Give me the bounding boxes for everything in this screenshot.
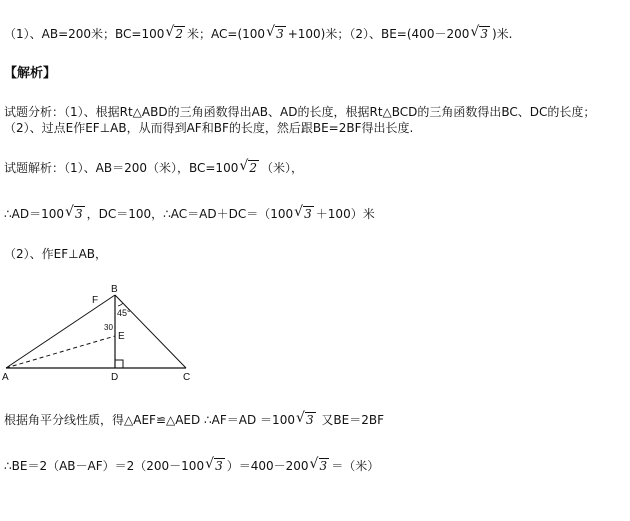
label-A: A (2, 372, 9, 383)
label-B: B (111, 284, 118, 295)
sqrt-3-f: √ 3 (205, 458, 225, 474)
label-C: C (183, 372, 191, 383)
geometry-figure (0, 280, 200, 390)
answer-part-1: （1）、AB=200米；BC=100 (4, 27, 165, 41)
solution-line-4: ∴BE＝2（AB－AF）＝2（200－100√ 3 ）＝400－200√ 3 ＝（米） (4, 458, 379, 474)
sqrt-3-g: √ 3 (310, 458, 330, 474)
answer-part-4: )米. (492, 27, 513, 41)
solution-line-3: 根据角平分线性质，得△AEF≌△AED ∴AF＝AD ＝100√ 3 又BE＝2BF (4, 412, 384, 428)
sqrt-3-e: √ 3 (296, 412, 316, 428)
sqrt-3-c: √ 3 (65, 206, 85, 222)
right-angle-mark (115, 360, 123, 368)
sqrt-2-a: √ 2 (165, 26, 185, 42)
sqrt-2-b: √ 2 (239, 160, 259, 176)
label-F: F (92, 295, 99, 306)
part2-line: （2）、作EF⊥AB， (4, 247, 108, 261)
solution-line-1: 试题解析：（1）、AB＝200（米），BC=100√ 2 （米）， (4, 160, 303, 176)
sqrt-3-a: √ 3 (266, 26, 286, 42)
label-E: E (118, 331, 125, 342)
line-BC (115, 295, 186, 368)
jiexi-heading: 【解析】 (4, 66, 57, 81)
line-AB (6, 295, 115, 368)
label-D: D (111, 372, 119, 383)
answer-line (4, 26, 513, 42)
analysis-paragraph: 试题分析：（1）、根据Rt△ABD的三角函数得出AB、AD的长度，根据Rt△BCD的三角函数得出BC、DC的长度；（2）、过点E作EF⊥AB，从而得到AF和BF的长度，然后跟BE=2BF得出长度. (4, 105, 596, 135)
sqrt-3-b: √ 3 (470, 26, 490, 42)
solution-line-2: ∴AD＝100√ 3 ，DC＝100，∴AC＝AD＋DC＝（100√ 3 ＋100）米 (4, 206, 375, 222)
angle-label-45: 45° (117, 308, 131, 318)
angle-label-30: 30 (104, 323, 113, 332)
sqrt-3-d: √ 3 (294, 206, 314, 222)
answer-part-3: +100)米；（2）、BE=(400－200 (287, 27, 470, 41)
line-AE (6, 336, 115, 368)
answer-part-2: 米；AC=(100 (187, 27, 266, 41)
angle-arc-45 (118, 303, 123, 306)
